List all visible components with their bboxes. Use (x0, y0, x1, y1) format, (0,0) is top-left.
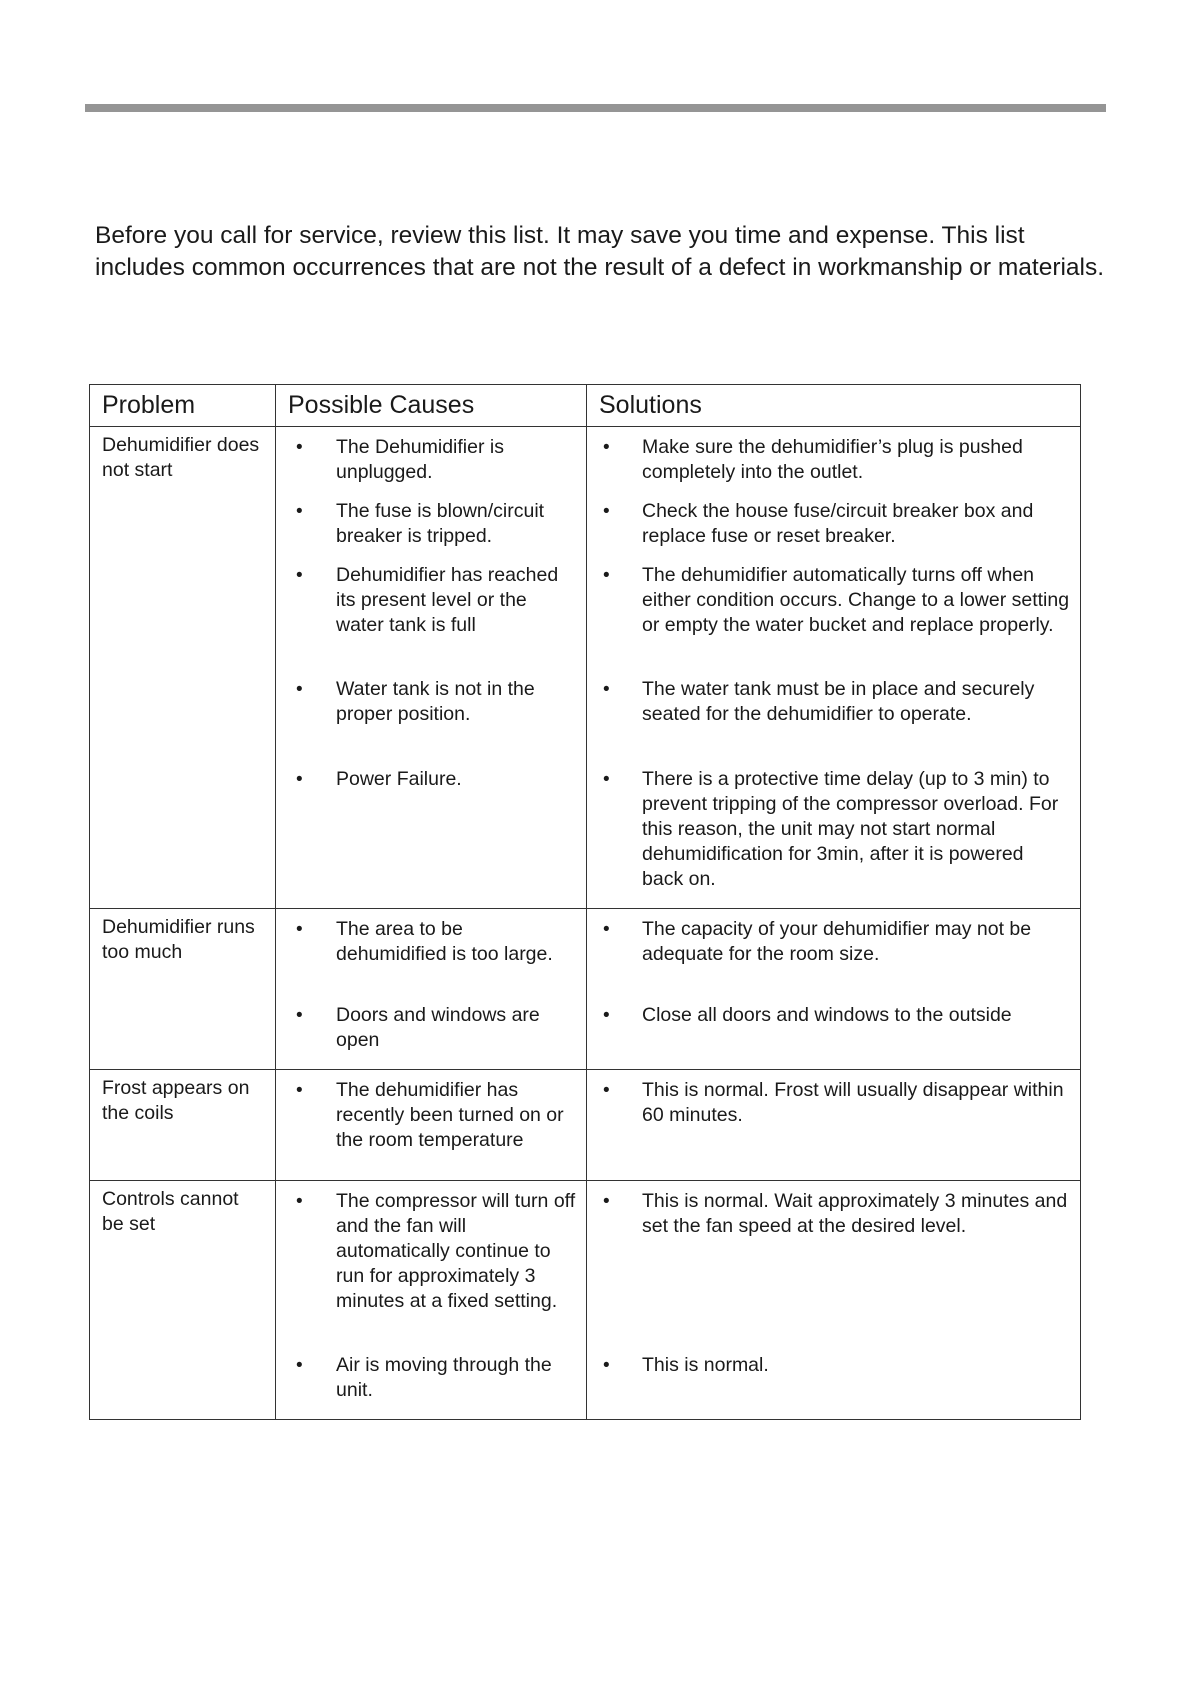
table-body (90, 427, 1081, 1420)
cause-item: • Air is moving through the unit. (276, 1353, 586, 1403)
solution-item: • Close all doors and windows to the outside (587, 1003, 1080, 1053)
solutions-cell (587, 1070, 1081, 1181)
header-possible-causes: Possible Causes (276, 385, 587, 427)
cause-item: • Power Failure. (276, 767, 586, 892)
problem-cell: Controls cannot be set (90, 1181, 276, 1420)
cause-list (276, 435, 586, 892)
solutions-cell (587, 909, 1081, 1070)
possible-causes-cell (276, 1181, 587, 1420)
solution-item: • This is normal. (587, 1353, 1080, 1403)
troubleshooting-table (89, 384, 1081, 1420)
intro-paragraph: Before you call for service, review this list. It may save you time and expense. This list includes common occurrences that are not the result of a defect in workmanship or materials. (95, 222, 1105, 281)
cause-list (276, 1189, 586, 1403)
solution-item: • The capacity of your dehumidifier may not be adequate for the room size. (587, 917, 1080, 989)
solution-item: • Check the house fuse/circuit breaker box and replace fuse or reset breaker. (587, 499, 1080, 549)
table-row (90, 427, 1081, 909)
possible-causes-cell (276, 909, 587, 1070)
solution-item: • The water tank must be in place and securely seated for the dehumidifier to operate. (587, 677, 1080, 753)
solution-item: • This is normal. Frost will usually disappear within 60 minutes. (587, 1078, 1080, 1164)
cause-item: • The Dehumidifier is unplugged. (276, 435, 586, 485)
solution-item: • This is normal. Wait approximately 3 minutes and set the fan speed at the desired level. (587, 1189, 1080, 1339)
cause-list (276, 1078, 586, 1164)
solution-list (587, 1078, 1080, 1164)
cause-list (276, 917, 586, 1053)
cause-item: • The area to be dehumidified is too large. (276, 917, 586, 989)
solution-item: • Make sure the dehumidifier’s plug is pushed completely into the outlet. (587, 435, 1080, 485)
table-row (90, 909, 1081, 1070)
solution-item: • The dehumidifier automatically turns off when either condition occurs. Change to a lower setting or empty the water bucket and replace properly. (587, 563, 1080, 663)
top-divider-rule (85, 104, 1106, 112)
possible-causes-cell (276, 1070, 587, 1181)
cause-item: • The fuse is blown/circuit breaker is tripped. (276, 499, 586, 549)
header-solutions: Solutions (587, 385, 1081, 427)
header-problem: Problem (90, 385, 276, 427)
problem-cell: Dehumidifier runs too much (90, 909, 276, 1070)
table-row (90, 1070, 1081, 1181)
cause-item: • Dehumidifier has reached its present level or the water tank is full (276, 563, 586, 663)
cause-item: • The dehumidifier has recently been turned on or the room temperature (276, 1078, 586, 1164)
possible-causes-cell (276, 427, 587, 909)
cause-item: • The compressor will turn off and the fan will automatically continue to run for approximately 3 minutes at a fixed setting. (276, 1189, 586, 1339)
cause-item: • Water tank is not in the proper position. (276, 677, 586, 753)
table-header-row (90, 385, 1081, 427)
solutions-cell (587, 427, 1081, 909)
problem-cell: Frost appears on the coils (90, 1070, 276, 1181)
solution-list (587, 1189, 1080, 1403)
problem-cell: Dehumidifier does not start (90, 427, 276, 909)
solution-list (587, 917, 1080, 1053)
cause-item: • Doors and windows are open (276, 1003, 586, 1053)
solution-list (587, 435, 1080, 892)
table-row (90, 1181, 1081, 1420)
solutions-cell (587, 1181, 1081, 1420)
solution-item: • There is a protective time delay (up to 3 min) to prevent tripping of the compressor overload. For this reason, the unit may not start normal dehumidification for 3min, after it is powered back on. (587, 767, 1080, 892)
